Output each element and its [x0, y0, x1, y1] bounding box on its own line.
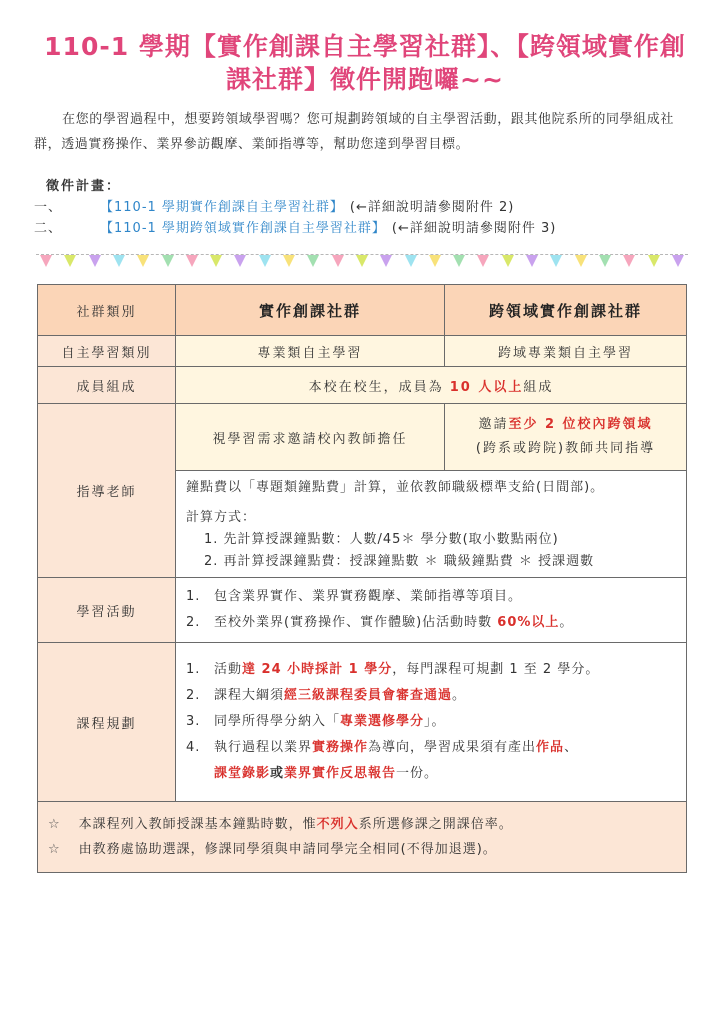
bunting-flag: [186, 255, 198, 267]
members-label: 成員組成: [38, 367, 176, 404]
members-highlight: 10 人以上: [449, 379, 524, 395]
list-item-text: [214, 610, 676, 636]
footer-note-highlight: 不列入: [316, 817, 359, 832]
bunting-flag: [234, 255, 246, 267]
list-item-text-pre: 課程大綱須: [214, 688, 285, 703]
calc-title: 計算方式：: [186, 510, 257, 525]
bunting-flag: [137, 255, 149, 267]
bunting-flag: [210, 255, 222, 267]
bunting-flag: [162, 255, 174, 267]
list-item-separator: 、: [564, 740, 579, 755]
list-item-highlight: 達 24 小時採計 1 學分: [242, 662, 393, 677]
list-item: [186, 610, 676, 636]
list-item-highlight: 專業選修學分: [340, 714, 425, 729]
list-item-text: [214, 657, 676, 683]
list-item-or: 或: [270, 766, 285, 781]
teacher-col-b-pre: 邀請: [478, 417, 509, 432]
star-icon: ☆: [48, 842, 61, 857]
footer-cell: [38, 802, 687, 873]
header-col-a: 實作創課社群: [176, 285, 445, 336]
list-item-text-pre: 活動: [214, 662, 243, 677]
list-item-text-pre: 執行過程以業界: [214, 740, 313, 755]
list-item: [186, 735, 676, 761]
footer-row: [38, 802, 687, 873]
teacher-col-b: [445, 404, 687, 471]
plan-heading: 徵件計畫：: [46, 179, 122, 194]
bunting-flag: [283, 255, 295, 267]
teacher-col-b-post: (跨系或跨院)教師共同指導: [475, 441, 656, 456]
info-table: [37, 284, 687, 873]
list-item-number: 2.: [186, 688, 201, 703]
bunting-flag: [477, 255, 489, 267]
bunting-flag: [405, 255, 417, 267]
self-study-label: 自主學習類別: [38, 336, 176, 367]
bunting-flag: [599, 255, 611, 267]
header-col-b: 跨領域實作創課社群: [445, 285, 687, 336]
bunting-flag: [429, 255, 441, 267]
teacher-col-a: 視學習需求邀請校內教師擔任: [176, 404, 445, 471]
list-item-text-post: 。: [559, 615, 574, 630]
teacher-row: [38, 404, 687, 471]
bunting-flag: [307, 255, 319, 267]
members-row: [38, 367, 687, 404]
bunting-divider: [36, 253, 688, 273]
activity-row: [38, 578, 687, 643]
plan-item-number: 二、: [34, 221, 63, 236]
bunting-flag: [64, 255, 76, 267]
self-study-col-a: 專業類自主學習: [176, 336, 445, 367]
members-text-end: 組成: [523, 379, 554, 395]
intro-paragraph: 在您的學習過程中，想要跨領域學習嗎？您可規劃跨領域的自主學習活動，跟其他院系所的同學組成社群，透過實務操作、業界參訪觀摩、業師指導等，幫助您達到學習目標。: [34, 112, 675, 152]
plan-section: [34, 176, 556, 239]
activity-label: 學習活動: [38, 578, 176, 643]
plan-item-note: (←詳細說明請參閱附件 3): [391, 221, 557, 236]
course-cell: [176, 643, 687, 802]
teacher-fee-cell: [176, 471, 687, 578]
bunting-flag: [113, 255, 125, 267]
members-value: [176, 367, 687, 404]
calc-step-2: 2. 再計算授課鐘點費：授課鐘點數 ＊ 職級鐘點費 ＊ 授課週數: [204, 554, 595, 569]
table-header-row: [38, 285, 687, 336]
bunting-flag: [502, 255, 514, 267]
self-study-col-b: 跨域專業類自主學習: [445, 336, 687, 367]
list-item-highlight: 業界實作反思報告: [284, 766, 397, 781]
list-item-continuation: [186, 761, 676, 787]
bunting-flag: [575, 255, 587, 267]
footer-note-text: 本課程列入教師授課基本鐘點時數，惟: [78, 817, 317, 832]
list-item-text-mid: 為導向，學習成果須有產出: [368, 740, 537, 755]
list-item-text-post: ，每門課程可規劃 1 至 2 學分。: [392, 662, 600, 677]
list-item-text-post: 一份。: [396, 766, 439, 781]
bunting-flag: [550, 255, 562, 267]
course-label: 課程規劃: [38, 643, 176, 802]
header-label: 社群類別: [38, 285, 176, 336]
footer-note-text: 由教務處協助選課，修課同學須與申請同學完全相同(不得加退選)。: [78, 842, 497, 857]
footer-note: [48, 812, 676, 837]
footer-note-text-end: 系所選修課之開課倍率。: [358, 817, 513, 832]
list-item: [186, 657, 676, 683]
star-icon: ☆: [48, 817, 61, 832]
list-item: [186, 584, 676, 610]
list-item-text: [214, 709, 676, 735]
plan-item-link[interactable]: 【110-1 學期跨領域實作創課自主學習社群】: [100, 221, 386, 236]
bunting-flag: [453, 255, 465, 267]
list-item-text-pre: 至校外業界(實務操作、實作體驗)佔活動時數: [214, 615, 493, 630]
footer-note: [48, 837, 676, 862]
teacher-fee-text: 鐘點費以「專題類鐘點費」計算，並依教師職級標準支給(日間部)。: [186, 480, 605, 495]
list-item-number: 4.: [186, 740, 201, 755]
activity-cell: [176, 578, 687, 643]
plan-item-link[interactable]: 【110-1 學期實作創課自主學習社群】: [100, 200, 344, 215]
list-item-number: 1.: [186, 662, 201, 677]
list-item-text: [214, 683, 676, 709]
course-row: [38, 643, 687, 802]
list-item-text: 包含業界實作、業界實務觀摩、業師指導等項目。: [214, 589, 523, 604]
list-item-number: 1.: [186, 589, 201, 604]
bunting-flag: [259, 255, 271, 267]
teacher-col-b-highlight: 至少 2 位校內跨領域: [508, 417, 653, 432]
list-item-text-post: 。: [452, 688, 467, 703]
list-item-text-pre: 同學所得學分納入「: [214, 714, 341, 729]
bunting-flag: [89, 255, 101, 267]
bunting-flag: [380, 255, 392, 267]
bunting-flag: [356, 255, 368, 267]
list-item-highlight: 實務操作: [312, 740, 369, 755]
teacher-label: 指導老師: [38, 404, 176, 578]
bunting-flag: [332, 255, 344, 267]
plan-item: [34, 218, 556, 239]
self-study-row: [38, 336, 687, 367]
page-title: 110-1 學期【實作創課自主學習社群】、【跨領域實作創課社群】徵件開跑囉~~: [44, 32, 686, 94]
list-item-highlight: 60%以上: [497, 615, 560, 630]
calc-step-1: 1. 先計算授課鐘點數：人數/45＊ 學分數(取小數點兩位): [204, 532, 559, 547]
list-item-number: 3.: [186, 714, 201, 729]
bunting-flag: [40, 255, 52, 267]
list-item-text-post: 」。: [424, 714, 446, 729]
plan-item: [34, 197, 556, 218]
bunting-flag: [623, 255, 635, 267]
list-item-highlight: 經三級課程委員會審查通過: [284, 688, 453, 703]
list-item-number: 2.: [186, 615, 201, 630]
bunting-flag: [672, 255, 684, 267]
bunting-flag: [526, 255, 538, 267]
plan-item-number: 一、: [34, 200, 63, 215]
members-text: 本校在校生，成員為: [308, 379, 444, 395]
list-item-text: [214, 735, 676, 761]
list-item: [186, 709, 676, 735]
list-item-highlight: 作品: [536, 740, 565, 755]
plan-item-note: (←詳細說明請參閱附件 2): [349, 200, 515, 215]
list-item-highlight: 課堂錄影: [214, 766, 271, 781]
list-item: [186, 683, 676, 709]
bunting-flag: [648, 255, 660, 267]
